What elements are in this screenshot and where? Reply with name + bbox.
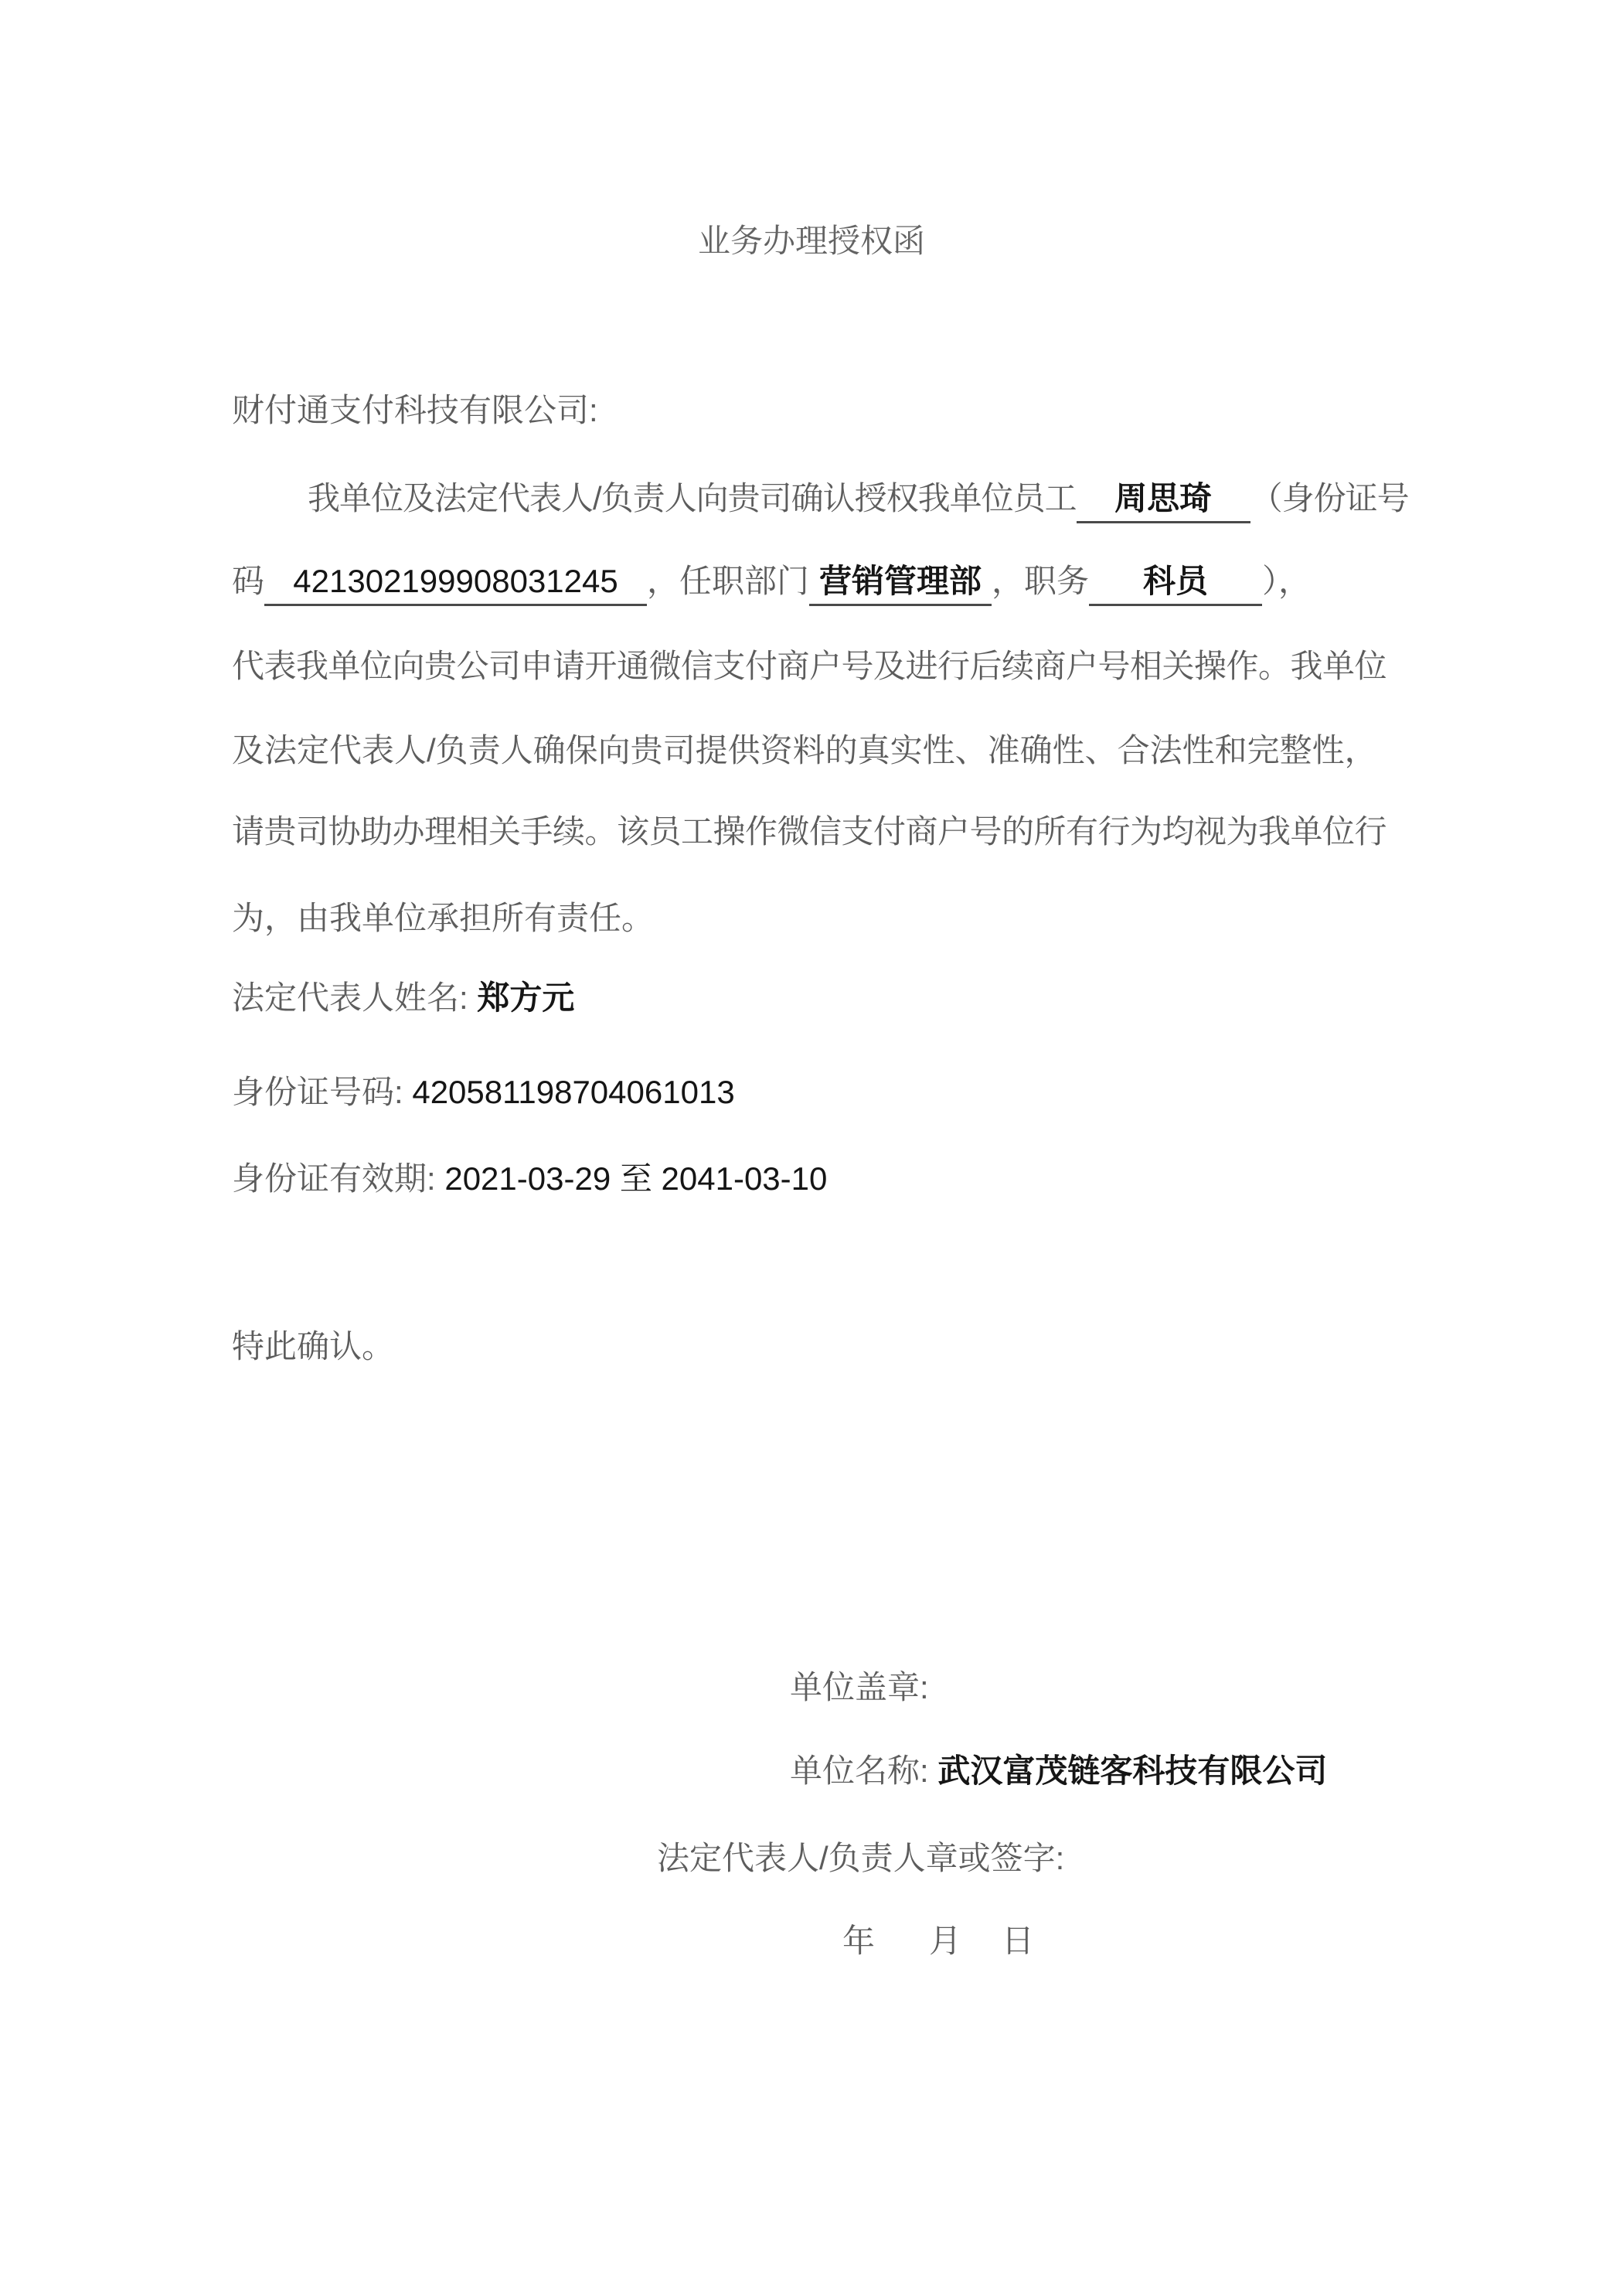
legal-rep-signature-label: 法定代表人/负责人章或签字: xyxy=(657,1840,1065,1876)
para-line-2 xyxy=(232,559,1311,606)
confirmation-line: 特此确认。 xyxy=(232,1328,395,1364)
legal-rep-name-value: 郑方元 xyxy=(477,979,575,1016)
company-name-label: 单位名称: xyxy=(790,1753,938,1789)
employee-id-value: 421302199908031245 xyxy=(293,563,618,599)
blank-employee-name xyxy=(1077,476,1250,523)
blank-position xyxy=(1089,559,1262,606)
para-line-4: 及法定代表人/负责人确保向贵司提供资料的真实性、准确性、合法性和完整性， xyxy=(232,732,1377,768)
id-validity-label: 身份证有效期: xyxy=(232,1160,445,1197)
company-name-value: 武汉富茂链客科技有限公司 xyxy=(937,1753,1328,1789)
blank-department xyxy=(809,559,992,606)
id-validity-line xyxy=(232,1157,827,1201)
id-validity-value: 2021-03-29 至 2041-03-10 xyxy=(444,1160,828,1197)
legal-rep-id-line xyxy=(232,1070,735,1115)
legal-rep-name-line xyxy=(232,976,574,1020)
line2-text-post: ）， xyxy=(1262,563,1312,599)
line1-text-post: （身份证号 xyxy=(1250,480,1409,516)
day-label: 日 xyxy=(1002,1923,1035,1959)
line2-text-pre: 码 xyxy=(232,563,265,599)
legal-rep-id-label: 身份证号码: xyxy=(232,1074,413,1110)
month-label: 月 xyxy=(929,1923,962,1959)
company-seal-label: 单位盖章: xyxy=(790,1669,929,1705)
year-label: 年 xyxy=(842,1923,876,1959)
department-value: 营销管理部 xyxy=(819,563,982,599)
blank-employee-id xyxy=(264,559,647,606)
para-line-6: 为，由我单位承担所有责任。 xyxy=(232,900,655,936)
para-line-1 xyxy=(232,476,1409,523)
employee-name-value: 周思琦 xyxy=(1114,480,1213,516)
salutation: 财付通支付科技有限公司: xyxy=(232,392,598,428)
company-name-line xyxy=(790,1749,1327,1794)
line2-text-mid1: ，任职部门 xyxy=(647,563,810,599)
date-line xyxy=(842,1919,1034,1964)
page-title: 业务办理授权函 xyxy=(697,223,925,259)
para-line-5: 请贵司协助办理相关手续。该员工操作微信支付商户号的所有行为均视为我单位行 xyxy=(232,813,1387,850)
line1-text-pre: 我单位及法定代表人/负责人向贵司确认授权我单位员工 xyxy=(308,480,1077,516)
legal-rep-name-label: 法定代表人姓名: xyxy=(232,979,478,1016)
legal-rep-id-value: 420581198704061013 xyxy=(412,1074,735,1110)
position-value: 科员 xyxy=(1143,563,1209,599)
para-line-3: 代表我单位向贵公司申请开通微信支付商户号及进行后续商户号相关操作。我单位 xyxy=(232,648,1387,684)
line2-text-mid2: ，职务 xyxy=(992,563,1090,599)
